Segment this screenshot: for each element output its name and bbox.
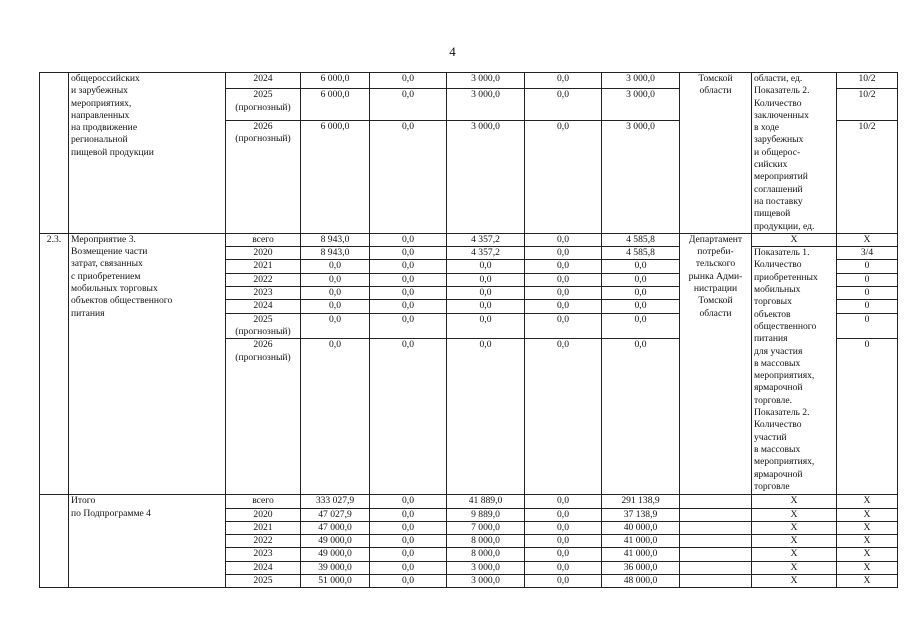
activity-name-line: мобильных торговых [71,283,158,295]
local-value: 0,0 [525,273,602,286]
period-cell-line: 2024 [253,561,273,573]
activity-name-line: и зарубежных [71,85,128,97]
regional-value: 0,0 [447,273,525,286]
executor-cell-line: тельского [695,258,736,270]
indicator-cell: X [752,548,837,561]
indicator-value: 0 [837,300,898,313]
indicator-cell-line: участий [754,431,787,443]
extrabudget-value: 41 000,0 [602,548,680,561]
period-cell [226,495,301,508]
indicator-cell-line: Количество [754,97,802,109]
indicator-value: 10/2 [837,120,898,233]
federal-value: 0,0 [370,535,447,548]
activity-name-line: пищевой продукции [71,146,154,158]
total-value: 8 943,0 [301,247,370,260]
activity-name [69,495,226,588]
total-value: 0,0 [301,313,370,339]
indicator-value: X [837,561,898,574]
activity-name-line: направленных [71,109,130,121]
row-index: 2.3. [40,233,69,494]
period-cell-line: 2021 [253,521,273,533]
period-cell [226,535,301,548]
indicator-cell-line: в массовых [754,443,801,455]
regional-value: 3 000,0 [447,575,525,588]
indicator-value: X [837,508,898,521]
extrabudget-value: 0,0 [602,313,680,339]
indicator-value: 0 [837,313,898,339]
executor-cell [680,575,752,588]
indicator-cell: X [752,561,837,574]
executor-cell [680,508,752,521]
period-cell [226,300,301,313]
local-value: 0,0 [525,561,602,574]
total-value: 0,0 [301,287,370,300]
indicator-cell [752,247,837,495]
federal-value: 0,0 [370,339,447,495]
activity-name-line: с приобретением [71,270,141,282]
row-index [40,495,69,588]
indicator-cell-line: торговле [754,480,790,492]
indicator-cell-line: объектов [754,308,791,320]
period-cell-line: 2024 [253,73,273,84]
indicator-cell [752,73,837,234]
total-value: 49 000,0 [301,548,370,561]
indicator-cell-line: торговых [754,296,792,308]
indicator-cell-line: сийских [754,159,788,171]
federal-value: 0,0 [370,120,447,233]
extrabudget-value: 3 000,0 [602,89,680,121]
indicator-cell-line: продукции, ед. [754,220,815,232]
period-cell [226,521,301,534]
table-row [40,73,898,89]
period-cell-line: 2021 [253,260,273,272]
period-cell [226,260,301,273]
local-value: 0,0 [525,535,602,548]
indicator-cell: X [752,508,837,521]
indicator-cell-line: приобретенных [754,271,818,283]
indicator-cell-line: Показатель 2. [754,85,810,97]
regional-value: 8 000,0 [447,535,525,548]
period-cell-line: (прогнозный) [235,133,291,145]
executor-cell-line: потреби- [697,246,734,258]
executor-cell-line: Томской [698,73,733,84]
activity-name-line: питания [71,307,105,319]
indicator-cell-line: ярмарочной [754,382,803,394]
indicator-cell: X [752,535,837,548]
regional-value: 3 000,0 [447,89,525,121]
activity-name-line: на продвижение [71,122,138,134]
total-value: 47 027,9 [301,508,370,521]
federal-value: 0,0 [370,575,447,588]
regional-value: 7 000,0 [447,521,525,534]
period-cell [226,233,301,246]
indicator-cell-line: мероприятиях, [754,370,815,382]
period-cell-line: 2025 [253,313,273,325]
local-value: 0,0 [525,73,602,89]
total-value: 49 000,0 [301,535,370,548]
local-value: 0,0 [525,300,602,313]
extrabudget-value: 41 000,0 [602,535,680,548]
local-value: 0,0 [525,521,602,534]
federal-value: 0,0 [370,300,447,313]
indicator-cell-line: Количество [754,259,802,271]
indicator-value: 0 [837,339,898,495]
indicator-value: X [837,521,898,534]
executor-cell [680,535,752,548]
extrabudget-value: 0,0 [602,339,680,495]
federal-value: 0,0 [370,260,447,273]
total-value: 0,0 [301,339,370,495]
total-value: 333 027,9 [301,495,370,508]
regional-value: 0,0 [447,260,525,273]
regional-value: 0,0 [447,300,525,313]
indicator-cell-line: торговле. [754,394,792,406]
executor-cell-line: области [699,85,732,97]
indicator-cell-line: мобильных [754,284,801,296]
indicator-cell-line: общественного [754,320,817,332]
activity-name-line: региональной [71,134,128,146]
extrabudget-value: 3 000,0 [602,120,680,233]
executor-cell [680,233,752,494]
total-value: 47 000,0 [301,521,370,534]
period-cell [226,287,301,300]
activity-name-line: Мероприятие 3. [71,233,136,245]
local-value: 0,0 [525,120,602,233]
extrabudget-value: 48 000,0 [602,575,680,588]
indicator-cell-line: мероприятий [754,171,808,183]
indicator-cell-line: Показатель 1. [754,247,810,259]
local-value: 0,0 [525,508,602,521]
page-number: 4 [449,44,456,59]
activity-name-line: по Подпрограмме 4 [71,507,151,519]
indicator-cell-line: Показатель 2. [754,407,810,419]
federal-value: 0,0 [370,89,447,121]
extrabudget-value: 4 585,8 [602,247,680,260]
period-cell [226,561,301,574]
period-cell [226,273,301,286]
regional-value: 41 889,0 [447,495,525,508]
executor-cell [680,521,752,534]
federal-value: 0,0 [370,521,447,534]
extrabudget-value: 0,0 [602,287,680,300]
executor-cell-line: рынка Адми- [688,270,743,282]
federal-value: 0,0 [370,73,447,89]
indicator-cell-line: заключенных [754,109,809,121]
federal-value: 0,0 [370,313,447,339]
regional-value: 0,0 [447,287,525,300]
period-cell [226,313,301,339]
federal-value: 0,0 [370,508,447,521]
extrabudget-value: 0,0 [602,300,680,313]
federal-value: 0,0 [370,287,447,300]
indicator-value: X [837,535,898,548]
period-cell-line: 2025 [253,89,273,101]
period-cell-line: 2020 [253,508,273,520]
local-value: 0,0 [525,287,602,300]
extrabudget-value: 0,0 [602,273,680,286]
total-value: 0,0 [301,300,370,313]
regional-value: 3 000,0 [447,73,525,89]
executor-cell [680,548,752,561]
period-cell-line: 2025 [253,575,273,587]
indicator-cell-line: и общерос- [754,146,801,158]
total-value: 39 000,0 [301,561,370,574]
activity-name-line: Возмещение части [71,246,148,258]
activity-name [69,233,226,494]
federal-value: 0,0 [370,247,447,260]
period-cell-line: 2023 [253,548,273,560]
indicator-cell-line: зарубежных [754,134,804,146]
subprogram-table [39,72,898,588]
indicator-cell-line: пищевой [754,208,791,220]
extrabudget-value: 40 000,0 [602,521,680,534]
total-value: 6 000,0 [301,89,370,121]
federal-value: 0,0 [370,548,447,561]
total-value: 51 000,0 [301,575,370,588]
indicator-cell: X [752,233,837,246]
regional-value: 8 000,0 [447,548,525,561]
activity-name-line: Итого [71,495,96,507]
indicator-cell: X [752,521,837,534]
period-cell-line: 2022 [253,273,273,285]
federal-value: 0,0 [370,495,447,508]
regional-value: 9 889,0 [447,508,525,521]
local-value: 0,0 [525,339,602,495]
period-cell [226,120,301,233]
executor-cell-line: нистрации [693,283,738,295]
period-cell-line: 2026 [253,120,273,132]
federal-value: 0,0 [370,233,447,246]
indicator-value: 10/2 [837,89,898,121]
regional-value: 0,0 [447,339,525,495]
period-cell-line: 2026 [253,339,273,351]
extrabudget-value: 3 000,0 [602,73,680,89]
table-row [40,233,898,246]
period-cell-line: 2023 [253,287,273,299]
indicator-value: X [837,575,898,588]
executor-cell [680,495,752,508]
local-value: 0,0 [525,247,602,260]
period-cell [226,73,301,89]
period-cell-line: всего [252,233,274,245]
local-value: 0,0 [525,548,602,561]
local-value: 0,0 [525,575,602,588]
indicator-cell-line: в массовых [754,357,801,369]
local-value: 0,0 [525,260,602,273]
regional-value: 4 357,2 [447,233,525,246]
local-value: 0,0 [525,495,602,508]
period-cell [226,575,301,588]
indicator-cell-line: ярмарочной [754,468,803,480]
local-value: 0,0 [525,313,602,339]
indicator-value: X [837,495,898,508]
local-value: 0,0 [525,89,602,121]
total-value: 6 000,0 [301,73,370,89]
indicator-cell-line: на поставку [754,195,803,207]
indicator-value: 0 [837,287,898,300]
period-cell-line: 2022 [253,535,273,547]
activity-name [69,73,226,234]
period-cell-line: (прогнозный) [235,351,291,363]
indicator-value: X [837,548,898,561]
total-value: 8 943,0 [301,233,370,246]
federal-value: 0,0 [370,561,447,574]
indicator-value: 10/2 [837,73,898,89]
executor-cell-line: области [699,307,732,319]
extrabudget-value: 291 138,9 [602,495,680,508]
row-index [40,73,69,234]
total-value: 0,0 [301,273,370,286]
table-row [40,495,898,508]
indicator-cell-line: соглашений [754,183,803,195]
indicator-value: 0 [837,260,898,273]
period-cell-line: 2020 [253,247,273,259]
indicator-cell-line: мероприятиях, [754,456,815,468]
period-cell [226,247,301,260]
activity-name-line: затрат, связанных [71,258,143,270]
indicator-cell: X [752,575,837,588]
indicator-cell-line: питания [754,333,788,345]
indicator-cell: X [752,495,837,508]
executor-cell [680,561,752,574]
executor-cell [680,73,752,234]
regional-value: 3 000,0 [447,561,525,574]
period-cell-line: всего [252,495,274,507]
extrabudget-value: 37 138,9 [602,508,680,521]
period-cell [226,508,301,521]
indicator-cell-line: в ходе [754,122,780,134]
extrabudget-value: 4 585,8 [602,233,680,246]
total-value: 6 000,0 [301,120,370,233]
indicator-cell-line: Количество [754,419,802,431]
period-cell [226,339,301,495]
local-value: 0,0 [525,233,602,246]
regional-value: 3 000,0 [447,120,525,233]
extrabudget-value: 0,0 [602,260,680,273]
indicator-cell-line: области, ед. [754,73,803,84]
federal-value: 0,0 [370,273,447,286]
activity-name-line: мероприятиях, [71,97,132,109]
indicator-value: 3/4 [837,247,898,260]
regional-value: 0,0 [447,313,525,339]
indicator-cell-line: для участия [754,345,803,357]
period-cell [226,89,301,121]
indicator-value: X [837,233,898,246]
regional-value: 4 357,2 [447,247,525,260]
indicator-value: 0 [837,273,898,286]
activity-name-line: объектов общественного [71,295,173,307]
activity-name-line: общероссийских [71,73,140,84]
period-cell-line: 2024 [253,300,273,312]
total-value: 0,0 [301,260,370,273]
executor-cell-line: Департамент [688,233,743,245]
period-cell-line: (прогнозный) [235,325,291,337]
extrabudget-value: 36 000,0 [602,561,680,574]
executor-cell-line: Томской [698,295,733,307]
period-cell [226,548,301,561]
period-cell-line: (прогнозный) [235,101,291,113]
